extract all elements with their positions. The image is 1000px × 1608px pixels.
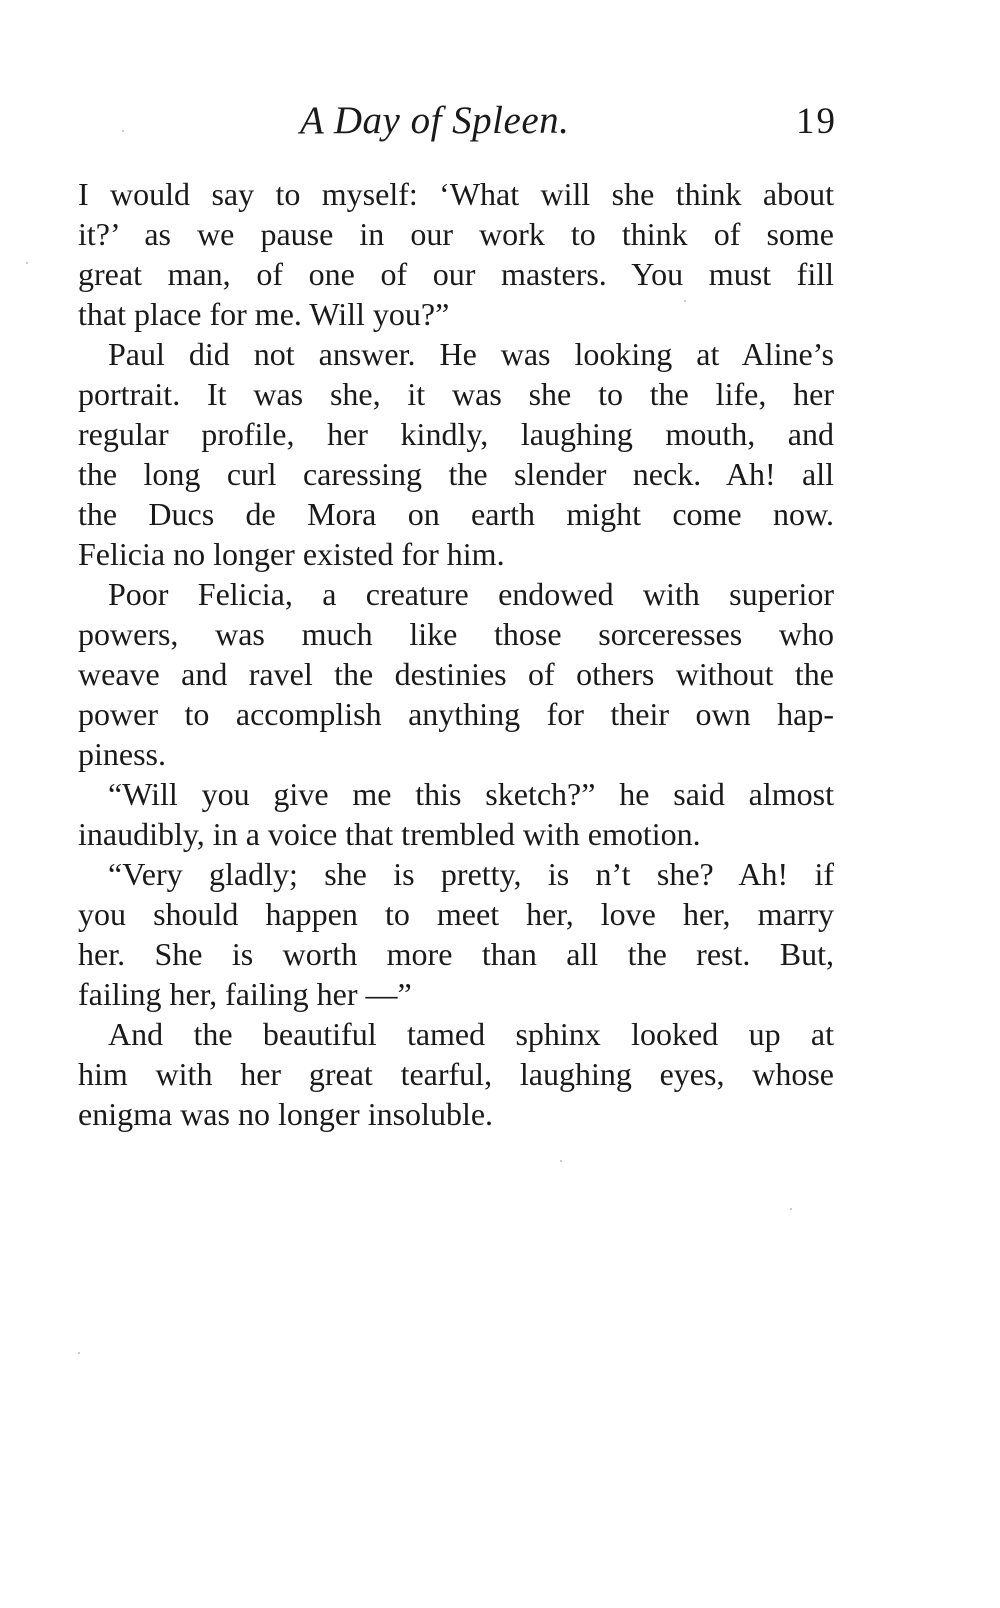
- text-line: power to accomplish anything for their own hap-: [78, 696, 834, 732]
- text-line: powers, was much like those sorceresses who: [78, 616, 834, 652]
- text-line: you should happen to meet her, love her, marry: [78, 896, 834, 932]
- text-line: “Will you give me this sketch?” he said almost: [108, 776, 834, 812]
- page-number: 19: [796, 101, 837, 142]
- text-line: the long curl caressing the slender neck. Ah! all: [78, 456, 834, 492]
- text-line: regular profile, her kindly, laughing mouth, and: [78, 416, 834, 452]
- running-title: A Day of Spleen.: [300, 99, 570, 142]
- paper-speck: [684, 300, 686, 302]
- text-line: Paul did not answer. He was looking at Aline’s: [108, 336, 834, 372]
- paper-speck: [26, 262, 28, 264]
- paper-speck: [560, 1160, 562, 1162]
- text-line: piness.: [78, 736, 166, 772]
- text-line: inaudibly, in a voice that trembled with emotion.: [78, 816, 701, 852]
- text-line: that place for me. Will you?”: [78, 296, 450, 332]
- text-line: failing her, failing her —”: [78, 976, 412, 1012]
- text-line: portrait. It was she, it was she to the life, her: [78, 376, 834, 412]
- text-line: him with her great tearful, laughing eyes, whose: [78, 1056, 834, 1092]
- text-line: it?’ as we pause in our work to think of some: [78, 216, 834, 252]
- text-line: And the beautiful tamed sphinx looked up at: [108, 1016, 834, 1052]
- text-line: I would say to myself: ‘What will she think about: [78, 176, 834, 212]
- text-line: “Very gladly; she is pretty, is n’t she? Ah! if: [108, 856, 834, 892]
- text-line: Felicia no longer existed for him.: [78, 536, 505, 572]
- paper-speck: [790, 1208, 792, 1210]
- text-line: weave and ravel the destinies of others without the: [78, 656, 834, 692]
- text-line: great man, of one of our masters. You must fill: [78, 256, 834, 292]
- paper-speck: [122, 130, 124, 132]
- text-line: enigma was no longer insoluble.: [78, 1096, 494, 1132]
- body-text: [78, 174, 834, 1134]
- text-line: Poor Felicia, a creature endowed with superior: [108, 576, 834, 612]
- paper-speck: [78, 1352, 80, 1354]
- text-line: her. She is worth more than all the rest. But,: [78, 936, 834, 972]
- text-line: the Ducs de Mora on earth might come now.: [78, 496, 834, 532]
